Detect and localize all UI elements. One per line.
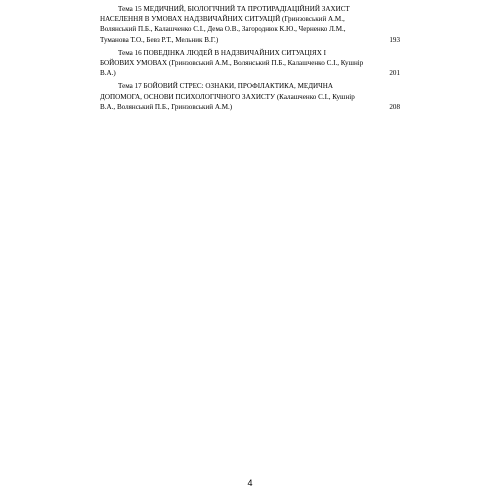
page-number: 4 <box>247 478 253 488</box>
toc-page-ref: 201 <box>389 69 400 78</box>
toc-entry-line: Тема 15 МЕДИЧНИЙ, БІОЛОГІЧНИЙ ТА ПРОТИРАДІАЦІЙНИЙ ЗАХИСТ <box>118 5 350 13</box>
toc-entry-line: БОЙОВИХ УМОВАХ (Гринзовський А.М., Волянський П.Б., Калашченко С.І., Кушнір <box>100 59 364 68</box>
toc-page-ref: 193 <box>389 35 400 44</box>
toc-entry-line: В.А., Волянський П.Б., Гринзовський А.М.) <box>100 102 233 111</box>
toc-entry-topic-17[interactable] <box>100 81 400 112</box>
toc-entry-line: В.А.) <box>100 69 116 78</box>
toc-entry-line: Волянський П.Б., Калашченко С.І., Дема О.В., Загороднюк К.Ю., Черненко Л.М., <box>100 25 346 34</box>
table-of-contents <box>100 4 400 115</box>
toc-entry-line: ДОПОМОГА, ОСНОВИ ПСИХОЛОГІЧНОГО ЗАХИСТУ (Калашченко С.І., Кушнір <box>100 92 355 101</box>
toc-entry-topic-15[interactable] <box>100 4 400 45</box>
toc-entry-line: Тема 16 ПОВЕДІНКА ЛЮДЕЙ В НАДЗВИЧАЙНИХ СИТУАЦІЯХ І <box>118 48 326 57</box>
toc-entry-line: Тема 17 БОЙОВИЙ СТРЕС: ОЗНАКИ, ПРОФІЛАКТИКА, МЕДИЧНА <box>118 82 334 91</box>
toc-entry-line: НАСЕЛЕННЯ В УМОВАХ НАДЗВИЧАЙНИХ СИТУАЦІЙ (Гринзовський А.М., <box>100 15 345 24</box>
toc-entry-line: Туманова Т.О., Бевз Р.Т., Мельник В.Г.) <box>100 35 219 44</box>
toc-page-ref: 208 <box>389 102 400 111</box>
toc-entry-topic-16[interactable] <box>100 48 400 79</box>
